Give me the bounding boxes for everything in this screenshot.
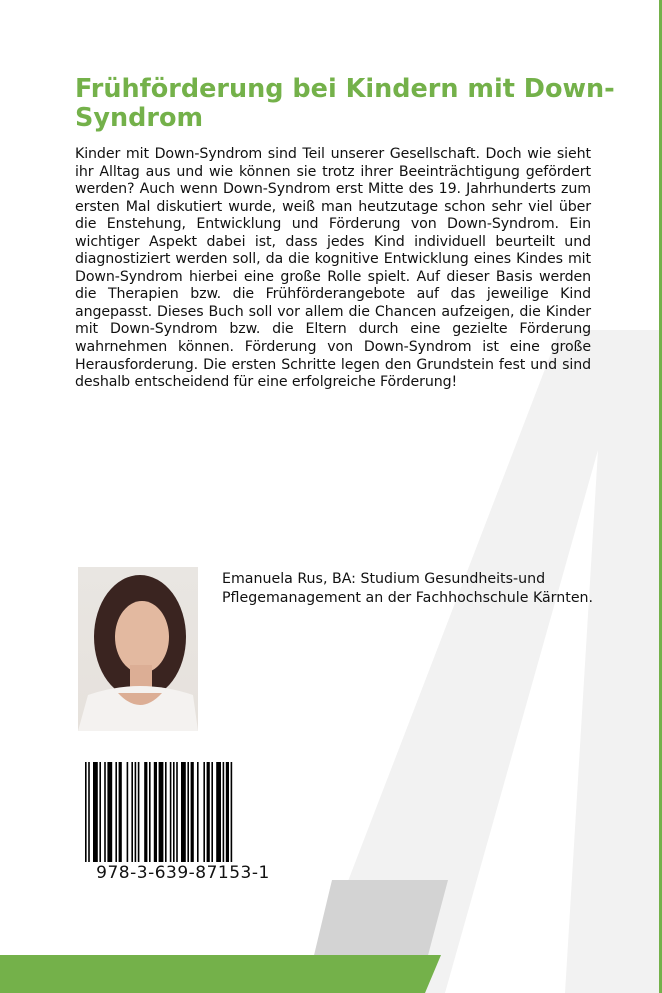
barcode-bar xyxy=(99,762,101,862)
barcode-bar xyxy=(115,762,117,862)
barcode-bar xyxy=(197,762,199,862)
barcode-bar xyxy=(127,762,129,862)
barcode-bar xyxy=(104,762,106,862)
barcode-bar xyxy=(119,762,122,862)
barcode-bar xyxy=(216,762,221,862)
barcode-bar xyxy=(173,762,175,862)
barcode-bar xyxy=(138,762,140,862)
barcode-bar xyxy=(203,762,205,862)
barcode-bar xyxy=(93,762,98,862)
isbn-number: 978-3-639-87153-1 xyxy=(96,863,270,883)
barcode-bar xyxy=(181,762,186,862)
barcode-bar xyxy=(211,762,213,862)
barcode xyxy=(85,762,281,862)
barcode-bar xyxy=(170,762,172,862)
barcode-bar xyxy=(191,762,194,862)
barcode-bar xyxy=(226,762,229,862)
barcode-bar xyxy=(149,762,151,862)
barcode-bar xyxy=(187,762,189,862)
barcode-bar xyxy=(85,762,87,862)
barcode-bar xyxy=(144,762,147,862)
barcode-bar xyxy=(207,762,210,862)
barcode-bar xyxy=(165,762,167,862)
barcode-bar xyxy=(223,762,225,862)
book-blurb: Kinder mit Down-Syndrom sind Teil unserer Gesellschaft. Doch wie sieht ihr Alltag aus und wie können sie trotz ihrer Beeinträchtigung gefördert werden? Auch wenn Down-Syndrom erst Mitte des 19. Jahrhunderts zum ersten Mal diskutiert wurde, weiß man heutzutage schon sehr viel über die Enstehung, Entwicklung und Förderung von Down-Syndrom. Ein wichtiger Aspekt dabei ist, dass jedes Kind individuell beurteilt und diagnostiziert werden soll, da die kognitive Entwicklung eines Kindes mit Down-Syndrom hierbei eine große Rolle spielt. Auf dieser Basis werden die Therapien bzw. die Frühförderangebote auf das jeweilige Kind angepasst. Dieses Buch soll vor allem die Chancen aufzeigen, die Kinder mit Down-Syndrom bzw. die Eltern durch eine gezielte Förderung wahrnehmen können. Förderung von Down-Syndrom ist eine große Herausforderung. Die ersten Schritte legen den Grundstein fest und sind deshalb entscheidend für eine erfolgreiche Förderung! xyxy=(75,146,591,391)
barcode-bar xyxy=(231,762,233,862)
barcode-bar xyxy=(154,762,157,862)
author-bio: Emanuela Rus, BA: Studium Gesundheits-und Pflegemanagement an der Fachhochschule Kärnten. xyxy=(222,571,594,606)
barcode-bar xyxy=(131,762,133,862)
book-title: Frühförderung bei Kindern mit Down-Syndrom xyxy=(75,74,615,133)
barcode-bar xyxy=(135,762,137,862)
barcode-bar xyxy=(159,762,164,862)
barcode-bar xyxy=(88,762,90,862)
author-photo xyxy=(78,567,198,731)
barcode-bar xyxy=(107,762,112,862)
green-footer-band xyxy=(0,955,441,993)
barcode-bar xyxy=(176,762,178,862)
